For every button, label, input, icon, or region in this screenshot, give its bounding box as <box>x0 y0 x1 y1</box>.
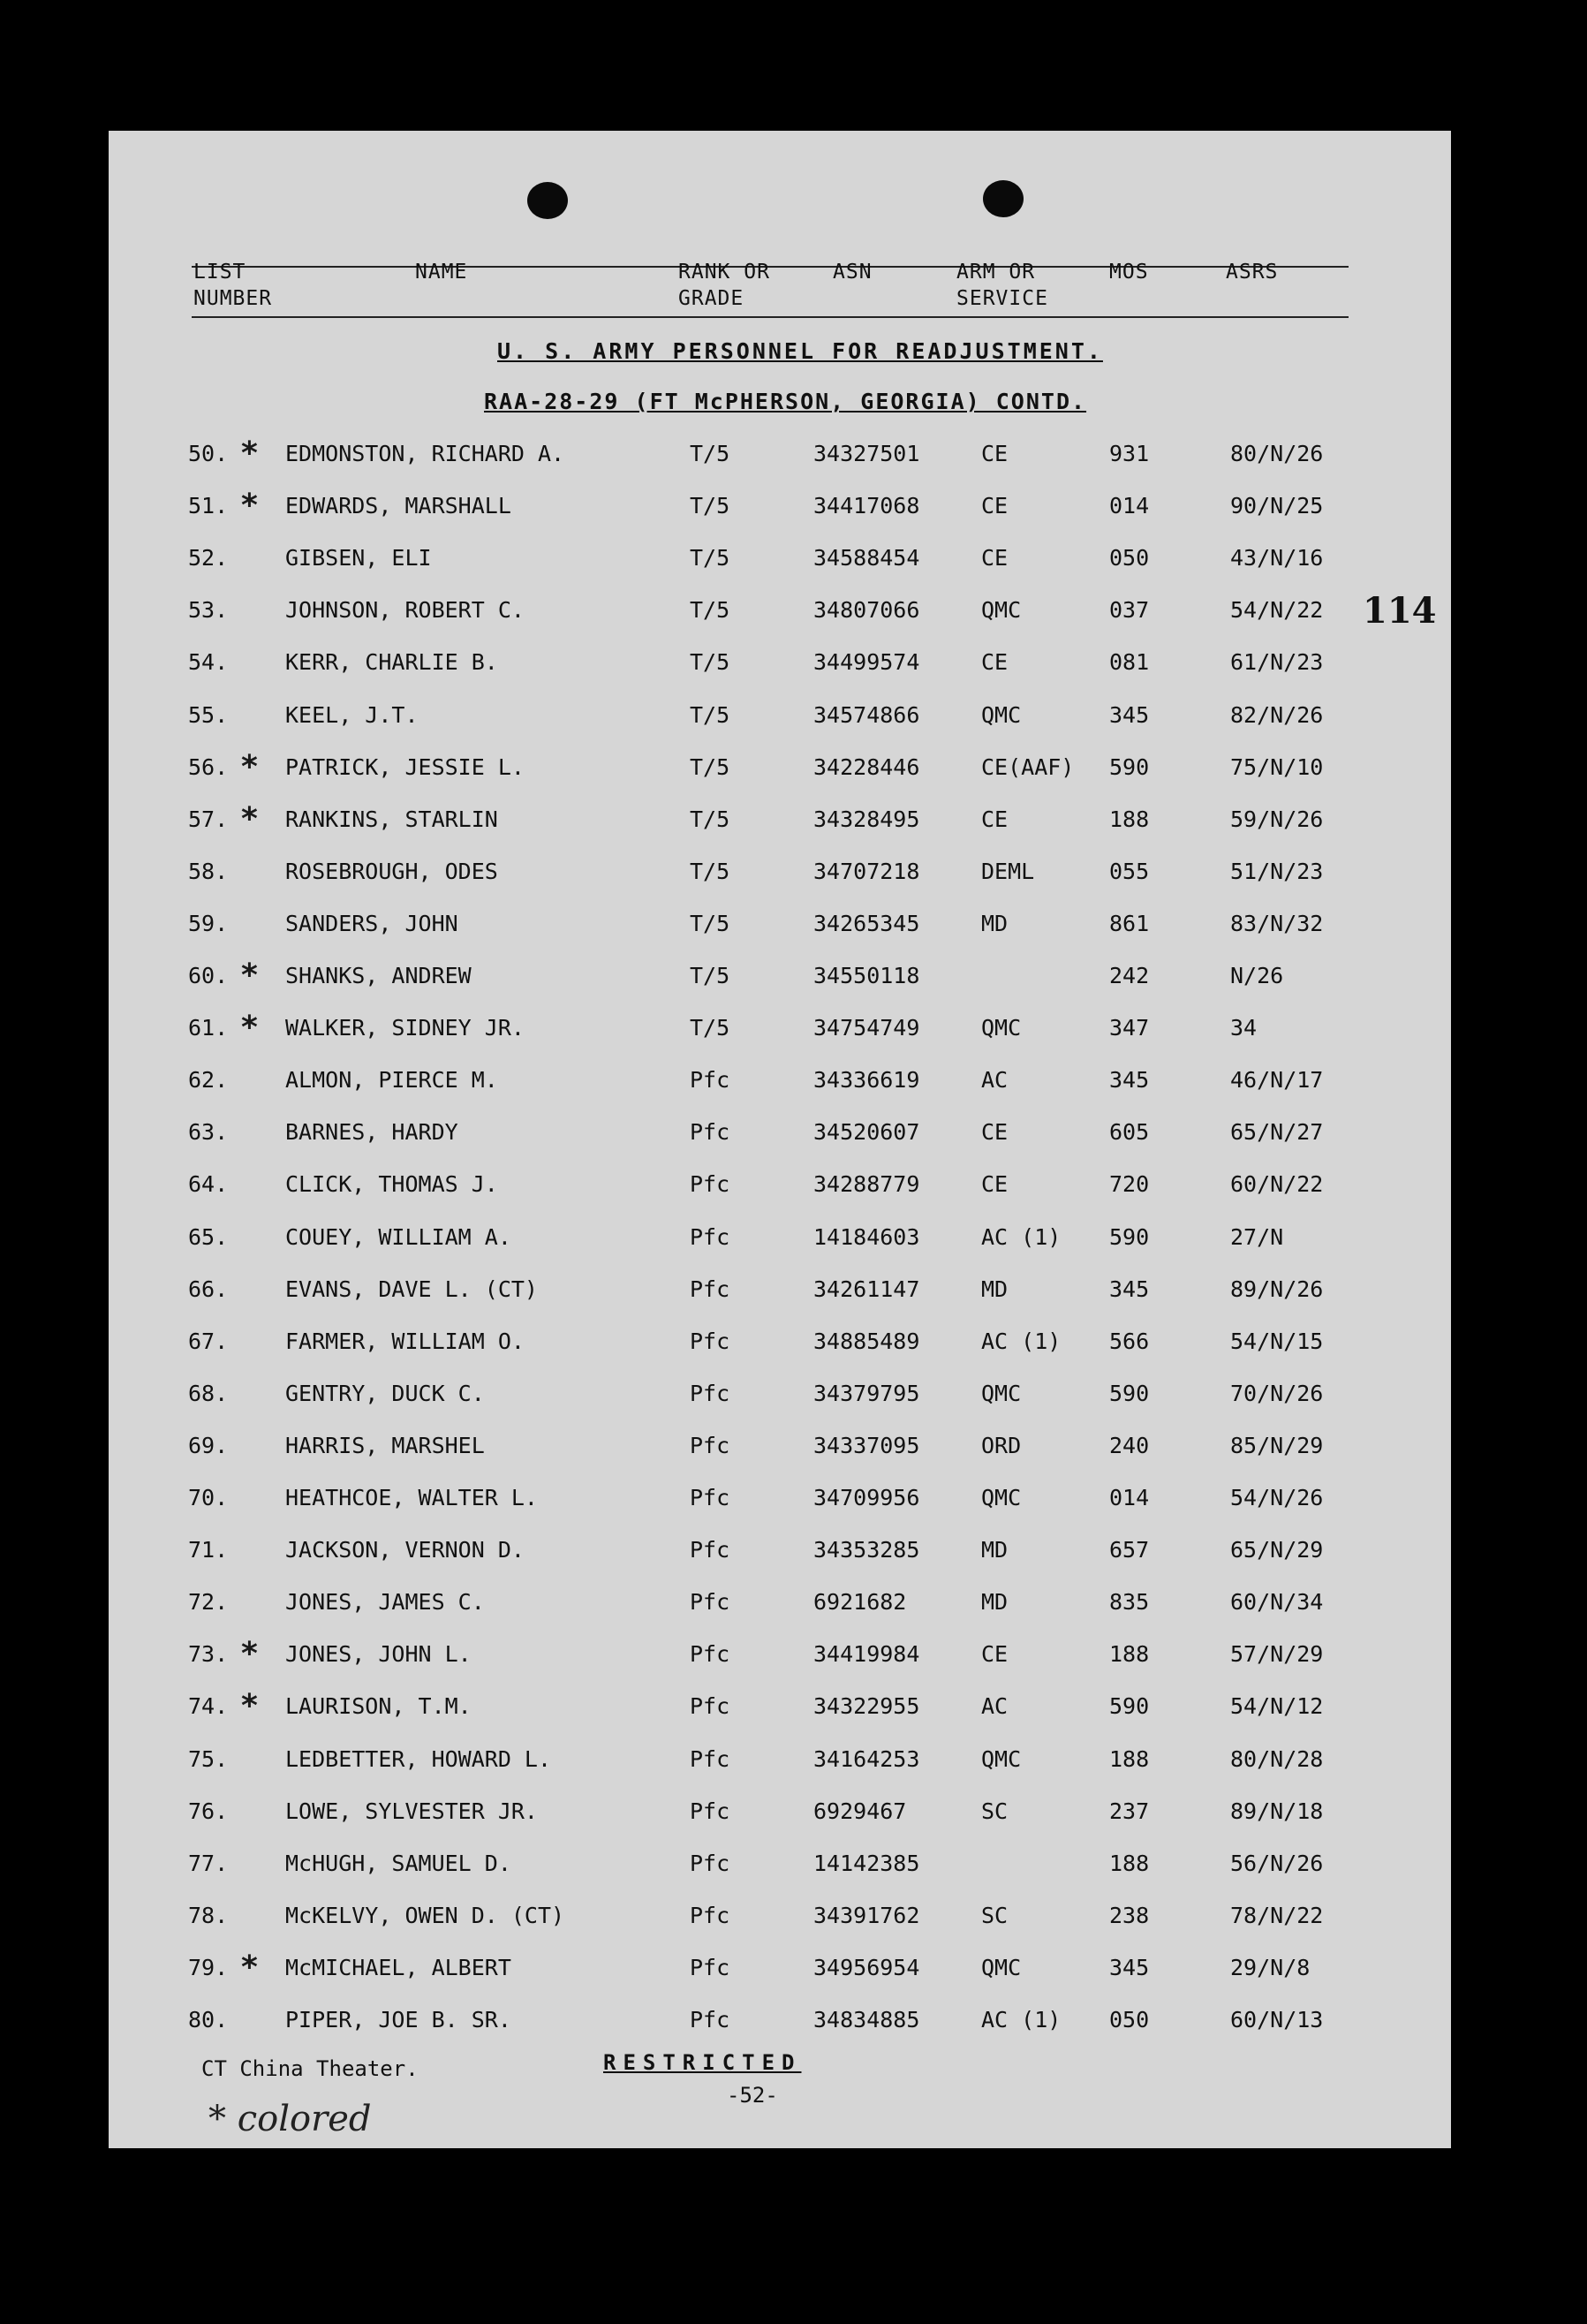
row-rank: Pfc <box>690 1067 730 1093</box>
row-number: 56. <box>188 754 229 780</box>
row-asn: 34288779 <box>813 1171 920 1197</box>
row-number: 80. <box>188 2007 229 2033</box>
row-name: JACKSON, VERNON D. <box>285 1537 525 1563</box>
row-asn: 34574866 <box>813 702 920 728</box>
row-asrs: 60/N/13 <box>1230 2007 1324 2033</box>
document-title: U. S. ARMY PERSONNEL FOR READJUSTMENT. <box>497 338 1103 364</box>
row-mos: 050 <box>1109 545 1150 571</box>
row-mos: 590 <box>1109 1381 1150 1406</box>
row-number: 67. <box>188 1329 229 1354</box>
row-asrs: 54/N/26 <box>1230 1485 1324 1510</box>
row-asn: 34709956 <box>813 1485 920 1510</box>
row-name: LOWE, SYLVESTER JR. <box>285 1798 538 1824</box>
row-rank: Pfc <box>690 1641 730 1667</box>
row-asn: 34265345 <box>813 911 920 936</box>
row-rank: T/5 <box>690 859 730 884</box>
document-page <box>109 131 1451 2148</box>
row-mos: 931 <box>1109 441 1150 466</box>
row-asn: 14184603 <box>813 1224 920 1250</box>
row-asn: 34520607 <box>813 1119 920 1145</box>
col-head-list-number: LIST NUMBER <box>193 261 273 310</box>
row-asn: 34336619 <box>813 1067 920 1093</box>
row-mos: 590 <box>1109 1693 1150 1719</box>
table-row <box>109 802 1451 837</box>
row-arm-service: CE <box>981 1119 1009 1145</box>
row-rank: T/5 <box>690 1015 730 1041</box>
row-name: RANKINS, STARLIN <box>285 806 498 832</box>
row-number: 61. <box>188 1015 229 1041</box>
row-name: PIPER, JOE B. SR. <box>285 2007 511 2033</box>
row-asrs: 34 <box>1230 1015 1258 1041</box>
row-mos: 657 <box>1109 1537 1150 1563</box>
table-row <box>109 1480 1451 1516</box>
row-asterisk-mark: * <box>241 488 258 524</box>
row-asrs: 27/N <box>1230 1224 1284 1250</box>
header-rule-top <box>192 266 1349 268</box>
row-arm-service: CE <box>981 806 1009 832</box>
row-mos: 566 <box>1109 1329 1150 1354</box>
row-rank: T/5 <box>690 649 730 675</box>
row-mos: 345 <box>1109 1955 1150 1980</box>
table-row <box>109 1742 1451 1777</box>
row-name: WALKER, SIDNEY JR. <box>285 1015 525 1041</box>
row-arm-service: QMC <box>981 1955 1022 1980</box>
row-asrs: 43/N/16 <box>1230 545 1324 571</box>
row-rank: Pfc <box>690 1746 730 1772</box>
row-mos: 590 <box>1109 1224 1150 1250</box>
row-name: McKELVY, OWEN D. (CT) <box>285 1903 565 1928</box>
table-row <box>109 1167 1451 1202</box>
row-asrs: N/26 <box>1230 963 1284 988</box>
page-stamp-number: 114 <box>1363 590 1437 632</box>
row-arm-service: QMC <box>981 702 1022 728</box>
row-name: EDWARDS, MARSHALL <box>285 493 511 519</box>
row-name: McMICHAEL, ALBERT <box>285 1955 511 1980</box>
row-number: 79. <box>188 1955 229 1980</box>
row-number: 50. <box>188 441 229 466</box>
row-number: 76. <box>188 1798 229 1824</box>
row-asrs: 29/N/8 <box>1230 1955 1311 1980</box>
col-head-arm: ARM OR SERVICE <box>956 261 1048 310</box>
col-head-asn: ASN <box>833 261 873 284</box>
row-asrs: 85/N/29 <box>1230 1433 1324 1458</box>
row-asn: 34834885 <box>813 2007 920 2033</box>
footer-restricted: RESTRICTED <box>603 2050 802 2075</box>
row-asn: 34956954 <box>813 1955 920 1980</box>
row-asn: 6929467 <box>813 1798 907 1824</box>
row-asterisk-mark: * <box>241 958 258 994</box>
row-asn: 34550118 <box>813 963 920 988</box>
row-asn: 34353285 <box>813 1537 920 1563</box>
row-asterisk-mark: * <box>241 1688 258 1724</box>
row-mos: 238 <box>1109 1903 1150 1928</box>
row-number: 71. <box>188 1537 229 1563</box>
row-asn: 34327501 <box>813 441 920 466</box>
row-asrs: 54/N/22 <box>1230 597 1324 623</box>
table-row <box>109 593 1451 628</box>
row-rank: Pfc <box>690 2007 730 2033</box>
row-rank: Pfc <box>690 1119 730 1145</box>
row-asrs: 70/N/26 <box>1230 1381 1324 1406</box>
footer-ct-note: CT China Theater. <box>201 2056 419 2081</box>
row-arm-service: SC <box>981 1798 1009 1824</box>
row-mos: 237 <box>1109 1798 1150 1824</box>
row-name: BARNES, HARDY <box>285 1119 458 1145</box>
row-rank: T/5 <box>690 441 730 466</box>
row-rank: Pfc <box>690 1798 730 1824</box>
row-arm-service: MD <box>981 1276 1009 1302</box>
row-number: 68. <box>188 1381 229 1406</box>
row-asn: 34379795 <box>813 1381 920 1406</box>
row-arm-service: QMC <box>981 597 1022 623</box>
row-number: 65. <box>188 1224 229 1250</box>
row-arm-service: CE <box>981 441 1009 466</box>
row-asrs: 83/N/32 <box>1230 911 1324 936</box>
row-asrs: 75/N/10 <box>1230 754 1324 780</box>
row-arm-service: MD <box>981 911 1009 936</box>
row-rank: Pfc <box>690 1381 730 1406</box>
row-mos: 345 <box>1109 1276 1150 1302</box>
row-number: 64. <box>188 1171 229 1197</box>
row-asn: 6921682 <box>813 1589 907 1615</box>
row-number: 57. <box>188 806 229 832</box>
row-mos: 720 <box>1109 1171 1150 1197</box>
row-arm-service: AC (1) <box>981 2007 1062 2033</box>
row-rank: T/5 <box>690 597 730 623</box>
row-rank: Pfc <box>690 1903 730 1928</box>
row-arm-service: QMC <box>981 1485 1022 1510</box>
table-row <box>109 1272 1451 1307</box>
table-row <box>109 2002 1451 2038</box>
row-rank: Pfc <box>690 1433 730 1458</box>
row-name: KEEL, J.T. <box>285 702 419 728</box>
row-number: 58. <box>188 859 229 884</box>
row-number: 69. <box>188 1433 229 1458</box>
row-mos: 188 <box>1109 1746 1150 1772</box>
row-number: 60. <box>188 963 229 988</box>
table-row <box>109 1011 1451 1046</box>
col-head-name: NAME <box>415 261 468 284</box>
row-asn: 34885489 <box>813 1329 920 1354</box>
row-name: GIBSEN, ELI <box>285 545 432 571</box>
row-name: COUEY, WILLIAM A. <box>285 1224 511 1250</box>
row-number: 70. <box>188 1485 229 1510</box>
row-asrs: 65/N/29 <box>1230 1537 1324 1563</box>
table-row <box>109 906 1451 942</box>
row-number: 54. <box>188 649 229 675</box>
row-number: 66. <box>188 1276 229 1302</box>
row-asrs: 78/N/22 <box>1230 1903 1324 1928</box>
row-number: 63. <box>188 1119 229 1145</box>
row-asrs: 54/N/15 <box>1230 1329 1324 1354</box>
row-asrs: 82/N/26 <box>1230 702 1324 728</box>
row-asrs: 59/N/26 <box>1230 806 1324 832</box>
table-row <box>109 958 1451 994</box>
row-name: CLICK, THOMAS J. <box>285 1171 498 1197</box>
row-mos: 240 <box>1109 1433 1150 1458</box>
row-name: McHUGH, SAMUEL D. <box>285 1851 511 1876</box>
row-asn: 34322955 <box>813 1693 920 1719</box>
row-name: GENTRY, DUCK C. <box>285 1381 485 1406</box>
row-asn: 34499574 <box>813 649 920 675</box>
row-rank: T/5 <box>690 806 730 832</box>
row-mos: 081 <box>1109 649 1150 675</box>
table-row <box>109 1898 1451 1934</box>
row-arm-service: SC <box>981 1903 1009 1928</box>
row-asterisk-mark: * <box>241 1636 258 1672</box>
row-rank: Pfc <box>690 1693 730 1719</box>
row-name: HARRIS, MARSHEL <box>285 1433 485 1458</box>
row-arm-service: QMC <box>981 1746 1022 1772</box>
row-asrs: 54/N/12 <box>1230 1693 1324 1719</box>
row-asrs: 51/N/23 <box>1230 859 1324 884</box>
row-asrs: 60/N/22 <box>1230 1171 1324 1197</box>
row-rank: T/5 <box>690 493 730 519</box>
col-head-mos: MOS <box>1109 261 1149 284</box>
row-name: JONES, JAMES C. <box>285 1589 485 1615</box>
row-rank: Pfc <box>690 1329 730 1354</box>
row-asrs: 89/N/18 <box>1230 1798 1324 1824</box>
row-name: FARMER, WILLIAM O. <box>285 1329 525 1354</box>
row-mos: 014 <box>1109 1485 1150 1510</box>
row-arm-service: CE <box>981 1641 1009 1667</box>
table-row <box>109 1324 1451 1359</box>
row-mos: 590 <box>1109 754 1150 780</box>
row-number: 77. <box>188 1851 229 1876</box>
row-arm-service: AC <box>981 1693 1009 1719</box>
row-asn: 34328495 <box>813 806 920 832</box>
punch-hole-left <box>527 182 568 219</box>
footer-page-number: -52- <box>727 2083 778 2108</box>
row-number: 51. <box>188 493 229 519</box>
row-asn: 14142385 <box>813 1851 920 1876</box>
row-mos: 242 <box>1109 963 1150 988</box>
table-row <box>109 436 1451 472</box>
document-subtitle: RAA-28-29 (FT McPHERSON, GEORGIA) CONTD. <box>484 389 1087 414</box>
row-rank: T/5 <box>690 754 730 780</box>
row-asn: 34417068 <box>813 493 920 519</box>
row-mos: 188 <box>1109 806 1150 832</box>
table-row <box>109 1220 1451 1255</box>
row-name: HEATHCOE, WALTER L. <box>285 1485 538 1510</box>
row-asrs: 89/N/26 <box>1230 1276 1324 1302</box>
row-arm-service: CE <box>981 493 1009 519</box>
row-asn: 34261147 <box>813 1276 920 1302</box>
table-row <box>109 1115 1451 1150</box>
row-asrs: 65/N/27 <box>1230 1119 1324 1145</box>
table-row <box>109 854 1451 889</box>
row-asterisk-mark: * <box>241 801 258 837</box>
table-row <box>109 1794 1451 1829</box>
row-asn: 34707218 <box>813 859 920 884</box>
row-name: LAURISON, T.M. <box>285 1693 472 1719</box>
row-rank: Pfc <box>690 1955 730 1980</box>
row-name: SHANKS, ANDREW <box>285 963 472 988</box>
row-arm-service: ORD <box>981 1433 1022 1458</box>
table-row <box>109 488 1451 524</box>
row-number: 59. <box>188 911 229 936</box>
row-asn: 34337095 <box>813 1433 920 1458</box>
table-row <box>109 1533 1451 1568</box>
row-asterisk-mark: * <box>241 749 258 785</box>
row-arm-service: AC (1) <box>981 1329 1062 1354</box>
footer-handwritten-note: * colored <box>208 2099 372 2139</box>
row-name: JOHNSON, ROBERT C. <box>285 597 525 623</box>
row-number: 62. <box>188 1067 229 1093</box>
table-row <box>109 698 1451 733</box>
row-rank: Pfc <box>690 1851 730 1876</box>
row-arm-service: CE <box>981 649 1009 675</box>
row-arm-service: CE <box>981 1171 1009 1197</box>
row-asrs: 80/N/26 <box>1230 441 1324 466</box>
table-row <box>109 541 1451 576</box>
row-mos: 014 <box>1109 493 1150 519</box>
row-rank: T/5 <box>690 911 730 936</box>
row-asterisk-mark: * <box>241 1949 258 1986</box>
table-row <box>109 645 1451 680</box>
row-rank: Pfc <box>690 1276 730 1302</box>
row-arm-service: CE(AAF) <box>981 754 1075 780</box>
row-name: LEDBETTER, HOWARD L. <box>285 1746 552 1772</box>
row-mos: 345 <box>1109 702 1150 728</box>
row-asrs: 57/N/29 <box>1230 1641 1324 1667</box>
row-arm-service: AC (1) <box>981 1224 1062 1250</box>
row-asn: 34754749 <box>813 1015 920 1041</box>
row-rank: T/5 <box>690 963 730 988</box>
table-row <box>109 1950 1451 1986</box>
row-arm-service: MD <box>981 1537 1009 1563</box>
row-name: KERR, CHARLIE B. <box>285 649 498 675</box>
col-head-asrs: ASRS <box>1226 261 1279 284</box>
row-rank: T/5 <box>690 702 730 728</box>
row-name: SANDERS, JOHN <box>285 911 458 936</box>
row-asn: 34419984 <box>813 1641 920 1667</box>
row-name: ROSEBROUGH, ODES <box>285 859 498 884</box>
row-asn: 34228446 <box>813 754 920 780</box>
row-asterisk-mark: * <box>241 1010 258 1046</box>
row-rank: Pfc <box>690 1171 730 1197</box>
row-rank: T/5 <box>690 545 730 571</box>
row-number: 78. <box>188 1903 229 1928</box>
row-arm-service: AC <box>981 1067 1009 1093</box>
row-asrs: 56/N/26 <box>1230 1851 1324 1876</box>
row-name: EVANS, DAVE L. (CT) <box>285 1276 538 1302</box>
row-rank: Pfc <box>690 1224 730 1250</box>
row-mos: 188 <box>1109 1851 1150 1876</box>
table-row <box>109 1846 1451 1881</box>
row-asrs: 46/N/17 <box>1230 1067 1324 1093</box>
row-number: 53. <box>188 597 229 623</box>
row-rank: Pfc <box>690 1589 730 1615</box>
row-mos: 345 <box>1109 1067 1150 1093</box>
table-row <box>109 1376 1451 1412</box>
row-mos: 188 <box>1109 1641 1150 1667</box>
row-name: ALMON, PIERCE M. <box>285 1067 498 1093</box>
row-asrs: 90/N/25 <box>1230 493 1324 519</box>
row-asrs: 60/N/34 <box>1230 1589 1324 1615</box>
row-mos: 055 <box>1109 859 1150 884</box>
row-number: 75. <box>188 1746 229 1772</box>
row-asrs: 80/N/28 <box>1230 1746 1324 1772</box>
row-mos: 605 <box>1109 1119 1150 1145</box>
row-asn: 34391762 <box>813 1903 920 1928</box>
table-row <box>109 1428 1451 1464</box>
row-rank: Pfc <box>690 1537 730 1563</box>
row-arm-service: QMC <box>981 1015 1022 1041</box>
row-mos: 347 <box>1109 1015 1150 1041</box>
table-row <box>109 1063 1451 1098</box>
row-number: 52. <box>188 545 229 571</box>
row-number: 55. <box>188 702 229 728</box>
col-head-rank: RANK OR GRADE <box>678 261 770 310</box>
row-rank: Pfc <box>690 1485 730 1510</box>
punch-hole-right <box>983 180 1024 217</box>
table-row <box>109 1637 1451 1672</box>
row-mos: 050 <box>1109 2007 1150 2033</box>
row-asn: 34164253 <box>813 1746 920 1772</box>
row-asrs: 61/N/23 <box>1230 649 1324 675</box>
row-name: JONES, JOHN L. <box>285 1641 472 1667</box>
row-asterisk-mark: * <box>241 435 258 472</box>
row-name: EDMONSTON, RICHARD A. <box>285 441 565 466</box>
table-row <box>109 750 1451 785</box>
table-row <box>109 1585 1451 1620</box>
row-mos: 037 <box>1109 597 1150 623</box>
row-number: 73. <box>188 1641 229 1667</box>
row-mos: 861 <box>1109 911 1150 936</box>
row-arm-service: DEML <box>981 859 1035 884</box>
row-arm-service: QMC <box>981 1381 1022 1406</box>
row-mos: 835 <box>1109 1589 1150 1615</box>
table-row <box>109 1689 1451 1724</box>
row-asn: 34807066 <box>813 597 920 623</box>
row-arm-service: MD <box>981 1589 1009 1615</box>
row-number: 72. <box>188 1589 229 1615</box>
row-name: PATRICK, JESSIE L. <box>285 754 525 780</box>
header-rule-bottom <box>192 316 1349 318</box>
row-arm-service: CE <box>981 545 1009 571</box>
row-number: 74. <box>188 1693 229 1719</box>
row-asn: 34588454 <box>813 545 920 571</box>
